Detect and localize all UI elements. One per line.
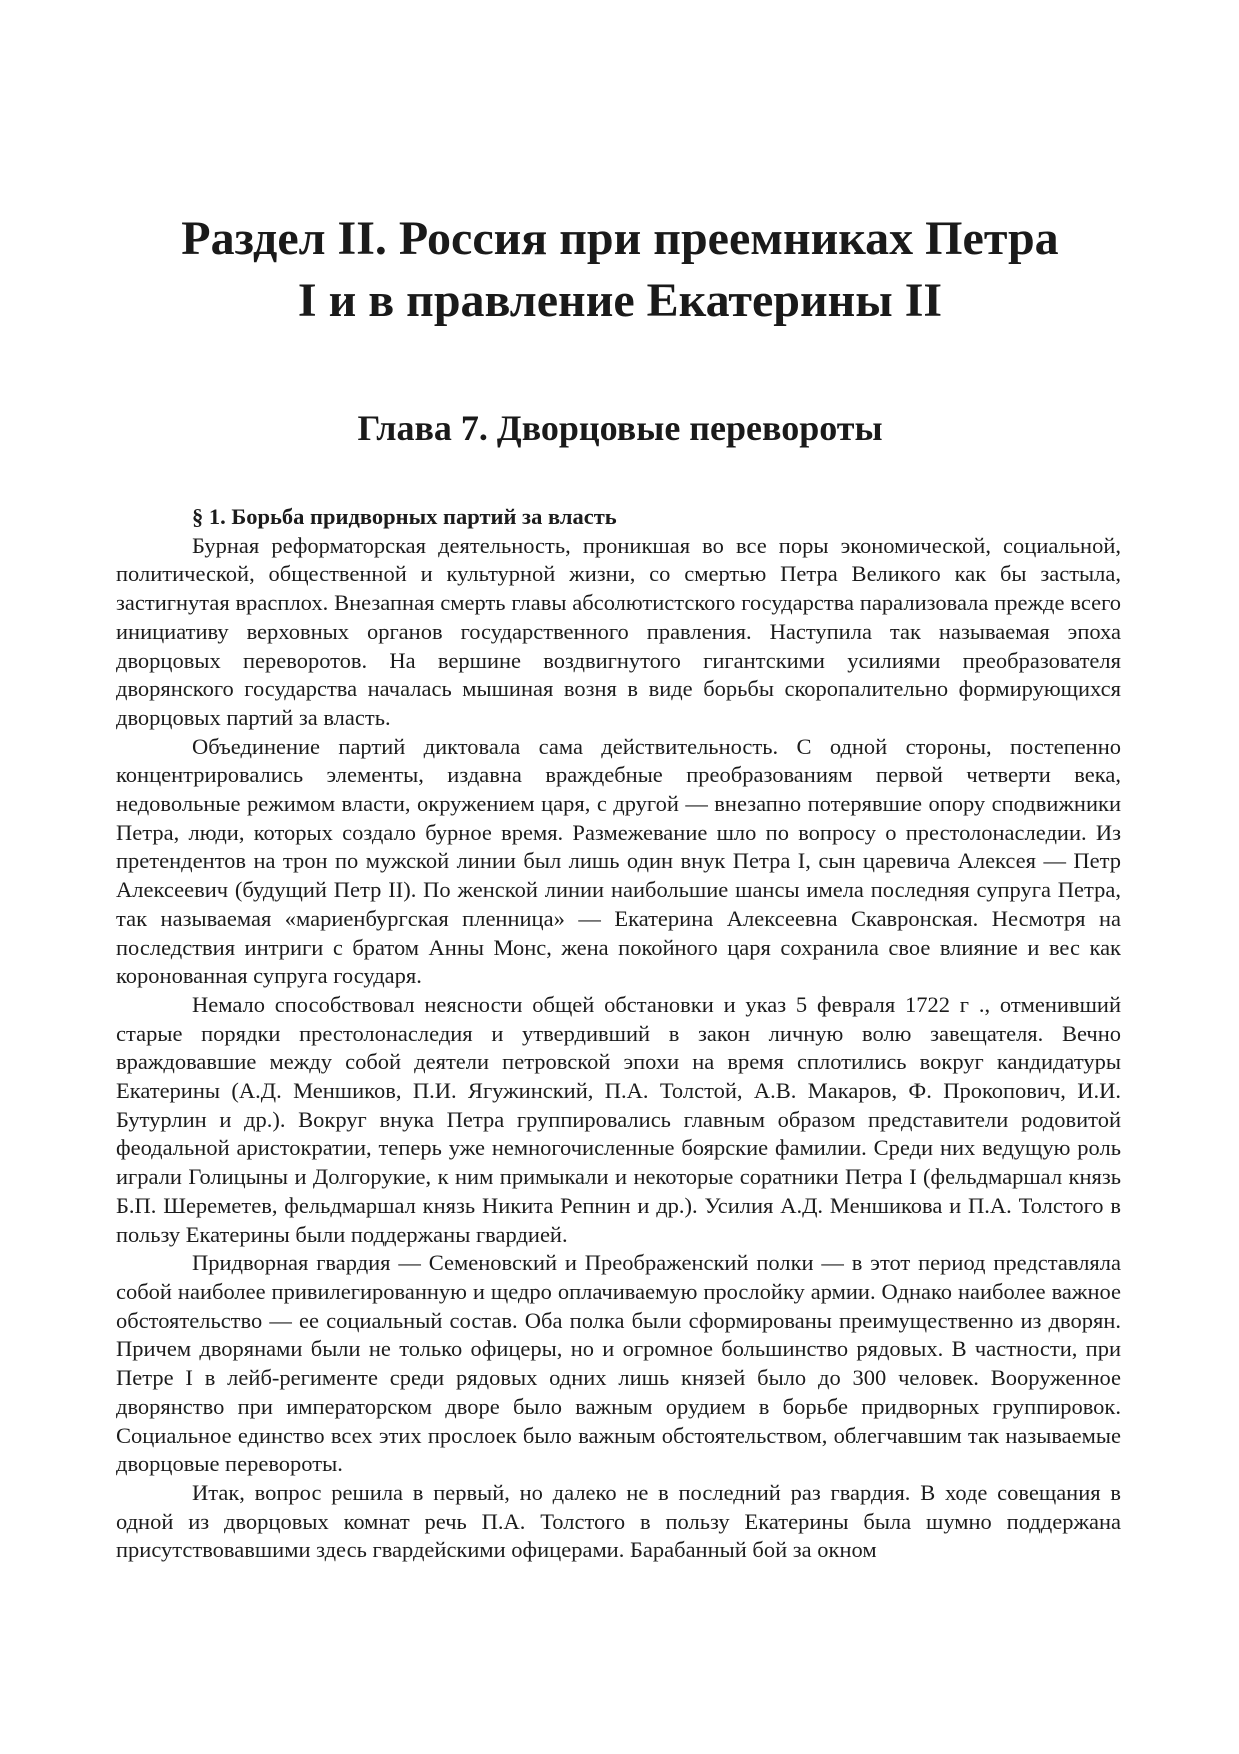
body-paragraph-4: Придворная гвардия — Семеновский и Преображенский полки — в этот период представляла собой наиболее привилегированную и щедро оплачиваемую прослойку армии. Однако наиболее важное обстоятельство — ее социальный состав. Оба полка были сформированы преимущественно из дворян. Причем дворянами были не только офицеры, но и огромное большинство рядовых. В частности, при Петре I в лейб-регименте среди рядовых одних лишь князей было до 300 человек. Вооруженное дворянство при императорском дворе было важным орудием в борьбе придворных группировок. Социальное единство всех этих прослоек было важным обстоятельством, облегчавшим так называемые дворцовые перевороты. xyxy=(116,1250,1121,1477)
paragraph-heading: § 1. Борьба придворных партий за власть xyxy=(192,504,617,529)
chapter-title: Глава 7. Дворцовые перевороты xyxy=(357,408,883,448)
section-title xyxy=(120,208,1120,332)
body-paragraph-2: Объединение партий диктовала сама действительность. С одной стороны, постепенно концентрировались элементы, издавна враждебные преобразованиям первой четверти века, недовольные режимом власти, окружением царя, с другой — внезапно потерявшие опору сподвижники Петра, люди, которых создало бурное время. Размежевание шло по вопросу о престолонаследии. Из претендентов на трон по мужской линии был лишь один внук Петра I, сын царевича Алексея — Петр Алексеевич (будущий Петр II). По женской линии наибольшие шансы имела последняя супруга Петра, так называемая «мариенбургская пленница» — Екатерина Алексеевна Скавронская. Несмотря на последствия интриги с братом Анны Монс, жена покойного царя сохранила свое влияние и вес как коронованная супруга государя. xyxy=(116,733,1121,989)
body-paragraph-1: Бурная реформаторская деятельность, проникшая во все поры экономической, социальной, политической, общественной и культурной жизни, со смертью Петра Великого как бы застыла, застигнутая врасплох. Внезапная смерть главы абсолютистского государства парализовала прежде всего инициативу верховных органов государственного правления. Наступила так называемая эпоха дворцовых переворотов. На вершине воздвигнутого гигантскими усилиями преобразователя дворянского государства началась мышиная возня в виде борьбы скоропалительно формирующихся дворцовых партий за власть. xyxy=(116,532,1121,730)
body-paragraph-5: Итак, вопрос решила в первый, но далеко не в последний раз гвардия. В ходе совещания в одной из дворцовых комнат речь П.А. Толстого в пользу Екатерины была шумно поддержана присутствовавшими здесь гвардейскими офицерами. Барабанный бой за окном xyxy=(116,1479,1121,1563)
section-title-line-1: Раздел II. Россия при преемниках Петра xyxy=(181,212,1059,265)
section-title-line-2: I и в правление Екатерины II xyxy=(297,274,943,327)
body-paragraph-3: Немало способствовал неясности общей обстановки и указ 5 февраля 1722 г ., отменивший старые порядки престолонаследия и утвердивший в закон личную волю завещателя. Вечно враждовавшие между собой деятели петровской эпохи на время сплотились вокруг кандидатуры Екатерины (А.Д. Меншиков, П.И. Ягужинский, П.А. Толстой, А.В. Макаров, Ф. Прокопович, И.И. Бутурлин и др.). Вокруг внука Петра группировались главным образом представители родовитой феодальной аристократии, теперь уже немногочисленные боярские фамилии. Среди них ведущую роль играли Голицыны и Долгорукие, к ним примыкали и некоторые соратники Петра I (фельдмаршал князь Б.П. Шереметев, фельдмаршал князь Никита Репнин и др.). Усилия А.Д. Меншикова и П.А. Толстого в пользу Екатерины были поддержаны гвардией. xyxy=(116,991,1121,1247)
body-text xyxy=(116,503,1121,1565)
